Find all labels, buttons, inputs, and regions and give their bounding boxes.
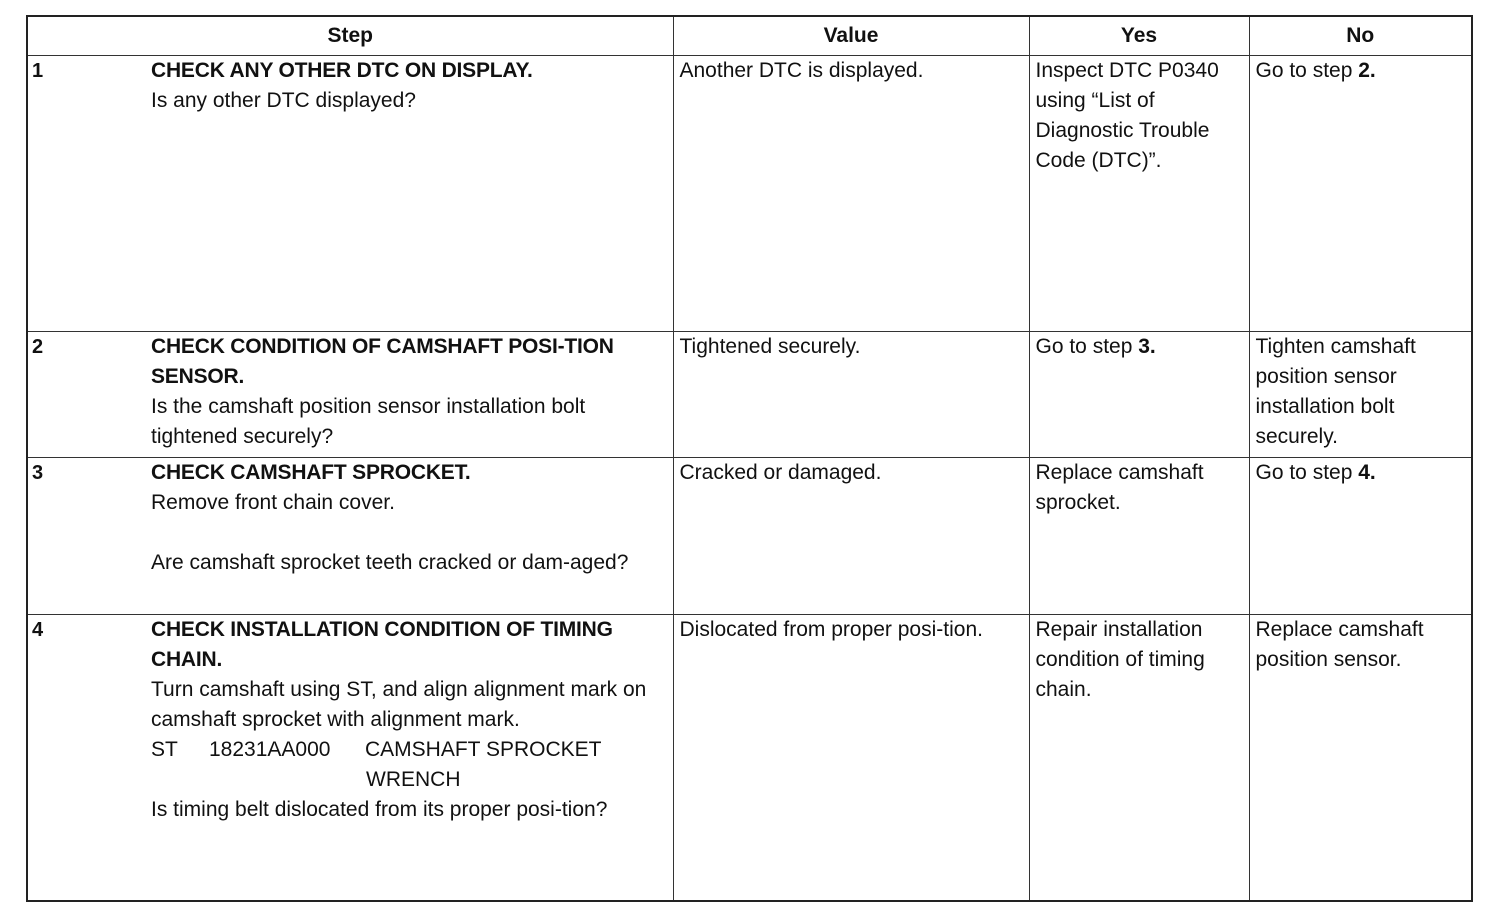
value-text: Another DTC is displayed. bbox=[679, 59, 924, 82]
step-question: Are camshaft sprocket teeth cracked or dam-aged? bbox=[151, 551, 629, 574]
header-row bbox=[27, 16, 1472, 56]
table-row bbox=[27, 332, 1472, 458]
step-number: 4 bbox=[32, 619, 44, 641]
no-step-ref: 4. bbox=[1358, 461, 1376, 484]
special-tool-label: ST bbox=[151, 738, 178, 761]
step-cell bbox=[27, 332, 673, 458]
no-step-ref: 2. bbox=[1358, 59, 1376, 82]
step-question: Is any other DTC displayed? bbox=[151, 89, 416, 112]
table-row bbox=[27, 458, 1472, 615]
header-step: Step bbox=[27, 16, 673, 56]
yes-cell bbox=[1029, 615, 1249, 901]
special-tool-code: 18231AA000 bbox=[209, 738, 331, 761]
special-tool-name: CAMSHAFT SPROCKET bbox=[365, 738, 602, 761]
table-row bbox=[27, 56, 1472, 332]
yes-cell bbox=[1029, 332, 1249, 458]
no-text bbox=[1250, 56, 1472, 86]
step-title: CHECK ANY OTHER DTC ON DISPLAY. bbox=[151, 59, 533, 82]
step-question: Is the camshaft position sensor installation bolt tightened securely? bbox=[151, 395, 586, 448]
step-cell bbox=[27, 458, 673, 615]
value-cell bbox=[673, 458, 1029, 615]
value-text: Cracked or damaged. bbox=[679, 461, 882, 484]
value-cell bbox=[673, 332, 1029, 458]
yes-text bbox=[1030, 332, 1249, 362]
header-value: Value bbox=[673, 16, 1029, 56]
step-cell bbox=[27, 615, 673, 901]
yes-cell bbox=[1029, 56, 1249, 332]
no-cell bbox=[1249, 332, 1472, 458]
no-cell bbox=[1249, 615, 1472, 901]
step-instruction: Remove front chain cover. bbox=[151, 491, 395, 514]
step-title: CHECK CONDITION OF CAMSHAFT POSI-TION SENSOR. bbox=[151, 335, 614, 388]
step-question: Is timing belt dislocated from its proper posi-tion? bbox=[151, 798, 608, 821]
no-text: Replace camshaft position sensor. bbox=[1255, 618, 1424, 671]
no-text: Tighten camshaft position sensor installation bolt securely. bbox=[1255, 335, 1416, 448]
special-tool-name-cont: WRENCH bbox=[366, 768, 461, 791]
table-row bbox=[27, 615, 1472, 901]
diagnostic-table bbox=[26, 15, 1473, 902]
no-cell bbox=[1249, 56, 1472, 332]
no-prefix: Go to step bbox=[1255, 461, 1359, 484]
yes-prefix: Go to step bbox=[1035, 335, 1139, 358]
value-cell bbox=[673, 56, 1029, 332]
value-cell bbox=[673, 615, 1029, 901]
no-text bbox=[1250, 458, 1472, 488]
step-number: 1 bbox=[32, 60, 44, 82]
step-instruction: Turn camshaft using ST, and align alignment mark on camshaft sprocket with alignment mark. bbox=[151, 678, 647, 731]
header-no: No bbox=[1249, 16, 1472, 56]
spacer bbox=[151, 518, 667, 548]
step-title: CHECK CAMSHAFT SPROCKET. bbox=[151, 461, 471, 484]
step-cell bbox=[27, 56, 673, 332]
header-yes: Yes bbox=[1029, 16, 1249, 56]
step-number: 3 bbox=[32, 462, 44, 484]
no-cell bbox=[1249, 458, 1472, 615]
yes-text: Inspect DTC P0340 using “List of Diagnostic Trouble Code (DTC)”. bbox=[1035, 59, 1219, 172]
yes-text: Replace camshaft sprocket. bbox=[1035, 461, 1204, 514]
yes-text: Repair installation condition of timing chain. bbox=[1035, 618, 1205, 701]
value-text: Tightened securely. bbox=[679, 335, 861, 358]
yes-step-ref: 3. bbox=[1138, 335, 1156, 358]
value-text: Dislocated from proper posi-tion. bbox=[679, 618, 983, 641]
step-number: 2 bbox=[32, 336, 44, 358]
special-tool-line bbox=[151, 735, 667, 765]
yes-cell bbox=[1029, 458, 1249, 615]
step-title: CHECK INSTALLATION CONDITION OF TIMING CHAIN. bbox=[151, 618, 613, 671]
no-prefix: Go to step bbox=[1255, 59, 1359, 82]
